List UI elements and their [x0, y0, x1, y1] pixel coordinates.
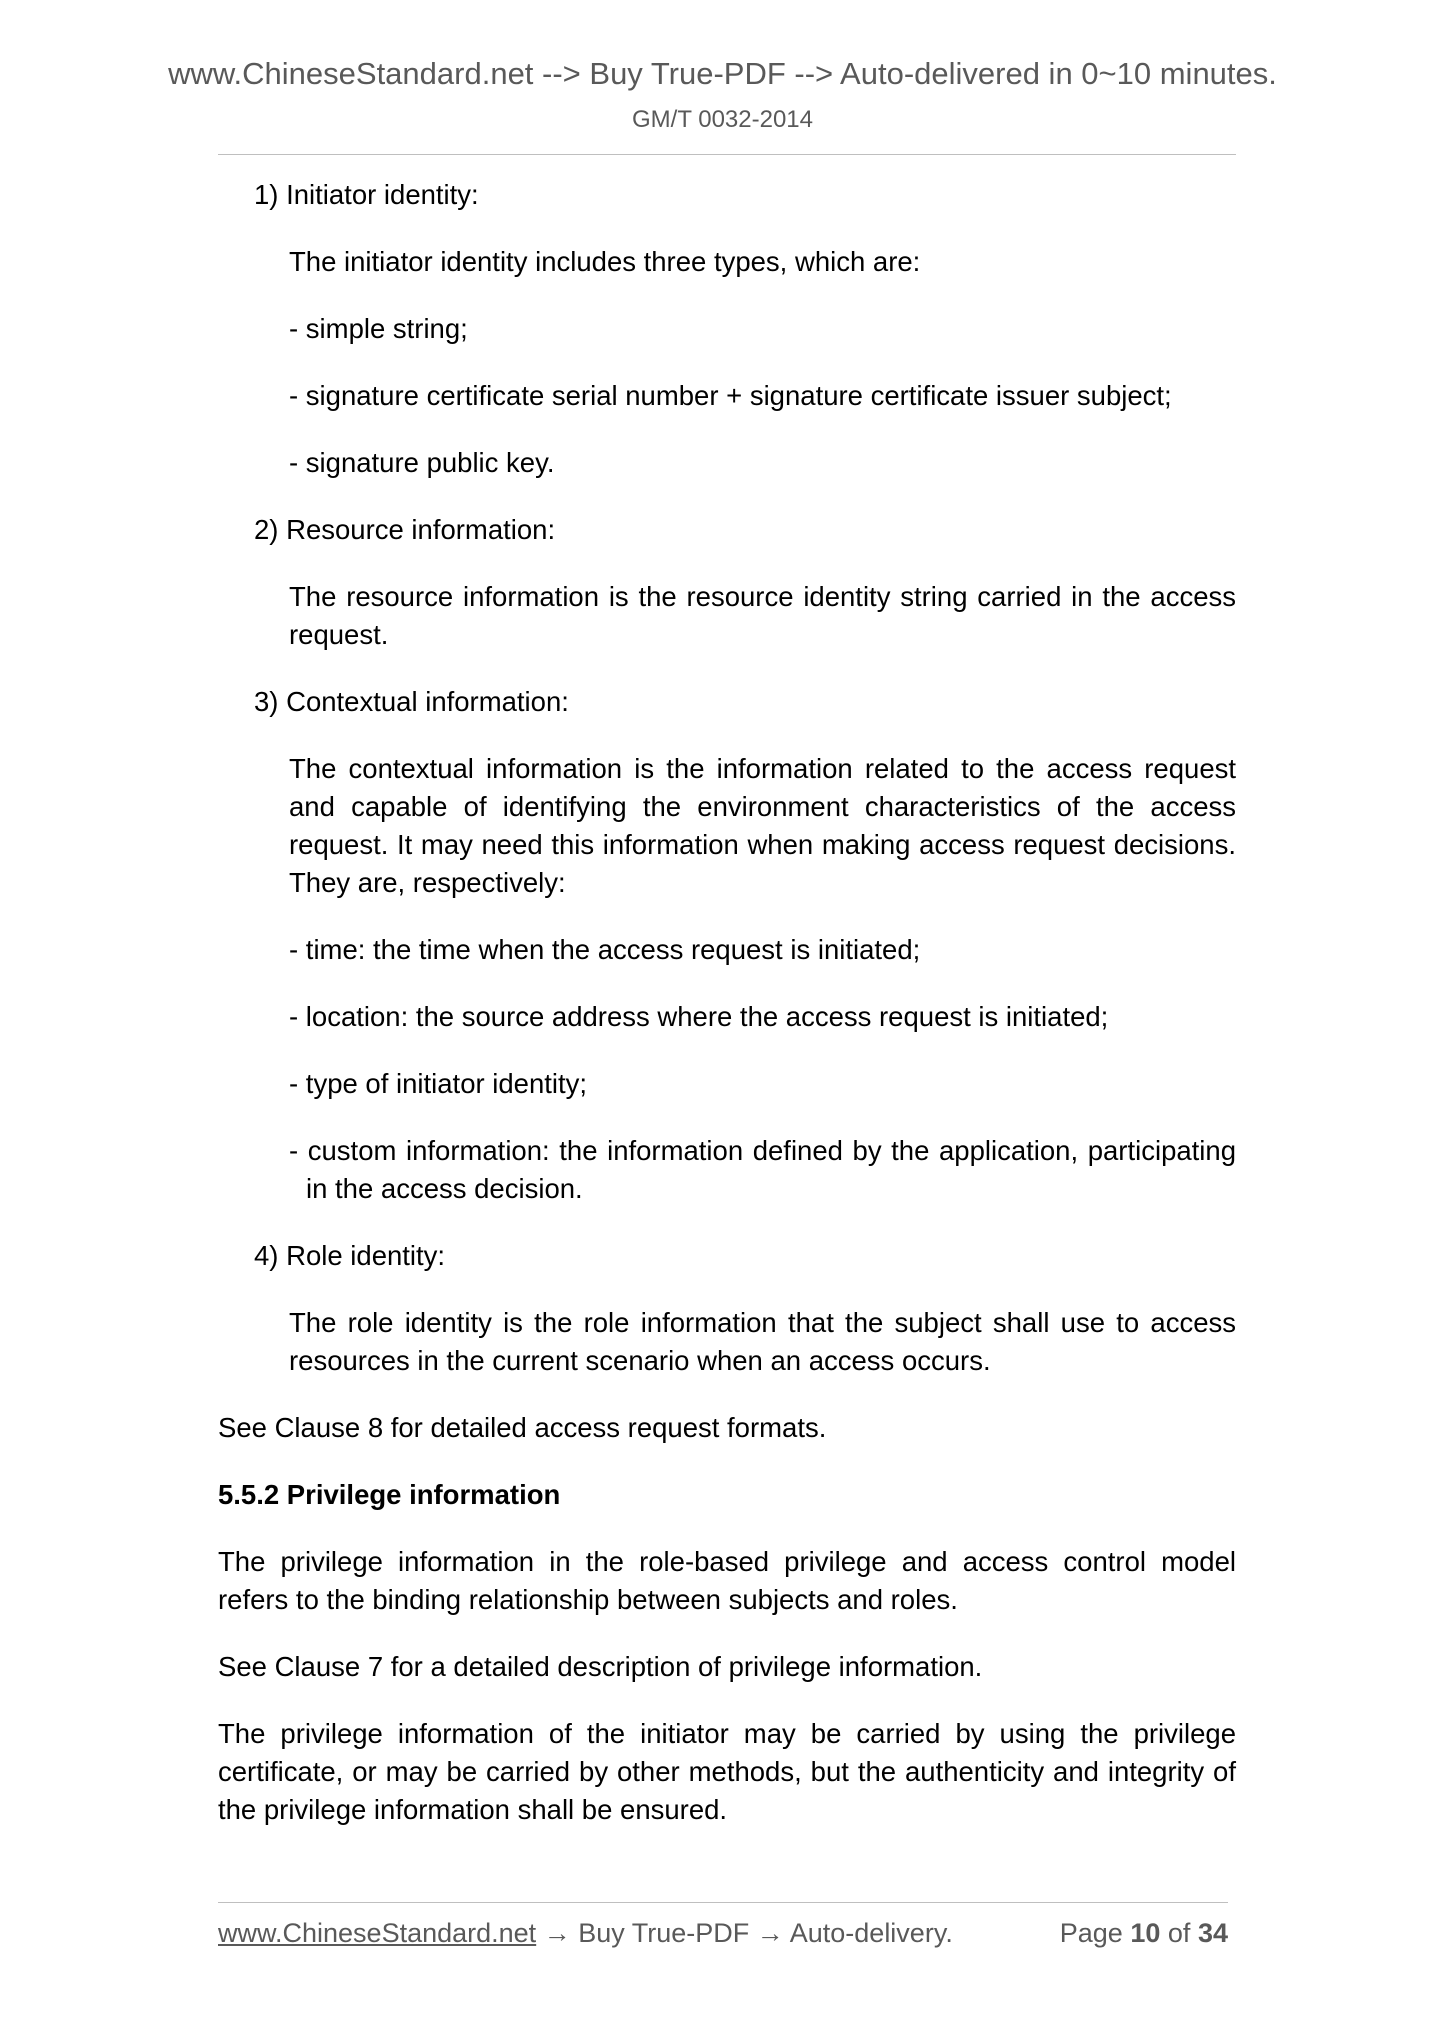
item3-bullet: - type of initiator identity; [289, 1068, 588, 1099]
clause7-reference: See Clause 7 for a detailed description of privilege information. [218, 1651, 983, 1682]
header-divider [218, 154, 1236, 155]
section-heading: 5.5.2 Privilege information [218, 1479, 561, 1510]
page-number: 10 [1130, 1918, 1161, 1948]
item1-bullet: - simple string; [289, 313, 468, 344]
item1-intro: The initiator identity includes three types, which are: [289, 246, 921, 277]
footer-buy-text: → Buy True-PDF → Auto-delivery. [536, 1918, 953, 1948]
item1-heading: 1) Initiator identity: [254, 179, 479, 210]
clause8-reference: See Clause 8 for detailed access request formats. [218, 1412, 827, 1443]
item3-text: The contextual information is the information related to the access request and capable of identifying the environment characteristics of the access request. It may need this information when making access request decisions. They are, respectively: [289, 753, 1236, 898]
item3-bullet: - location: the source address where the access request is initiated; [289, 1001, 1109, 1032]
page-indicator [1060, 1916, 1228, 1950]
of-label: of [1167, 1918, 1191, 1948]
privilege-paragraph: The privilege information in the role-based privilege and access control model refers to the binding relationship between subjects and roles. [218, 1546, 1236, 1615]
item1-bullet: - signature public key. [289, 447, 555, 478]
item2-text: The resource information is the resource identity string carried in the access request. [289, 581, 1236, 650]
item2-heading: 2) Resource information: [254, 514, 556, 545]
footer-divider [218, 1902, 1228, 1903]
item3-bullet: - custom information: the information defined by the application, participating in the access decision. [289, 1135, 1236, 1204]
footer-site-link[interactable]: www.ChineseStandard.net [218, 1918, 537, 1948]
header-banner: www.ChineseStandard.net --> Buy True-PDF --> Auto-delivered in 0~10 minutes. [168, 56, 1277, 91]
footer-promo [218, 1916, 953, 1950]
item4-heading: 4) Role identity: [254, 1240, 446, 1271]
page-total: 34 [1197, 1918, 1228, 1948]
item1-bullet: - signature certificate serial number + signature certificate issuer subject; [289, 380, 1172, 411]
item4-text: The role identity is the role information that the subject shall use to access resources in the current scenario when an access occurs. [289, 1307, 1236, 1376]
item3-bullet: - time: the time when the access request is initiated; [289, 934, 921, 965]
page-label: Page [1059, 1918, 1123, 1948]
page-body [218, 176, 1236, 1829]
standard-code: GM/T 0032-2014 [632, 106, 813, 133]
privilege-paragraph: The privilege information of the initiator may be carried by using the privilege certificate, or may be carried by other methods, but the authenticity and integrity of the privilege information shall be ensured. [218, 1718, 1236, 1825]
item3-heading: 3) Contextual information: [254, 686, 569, 717]
